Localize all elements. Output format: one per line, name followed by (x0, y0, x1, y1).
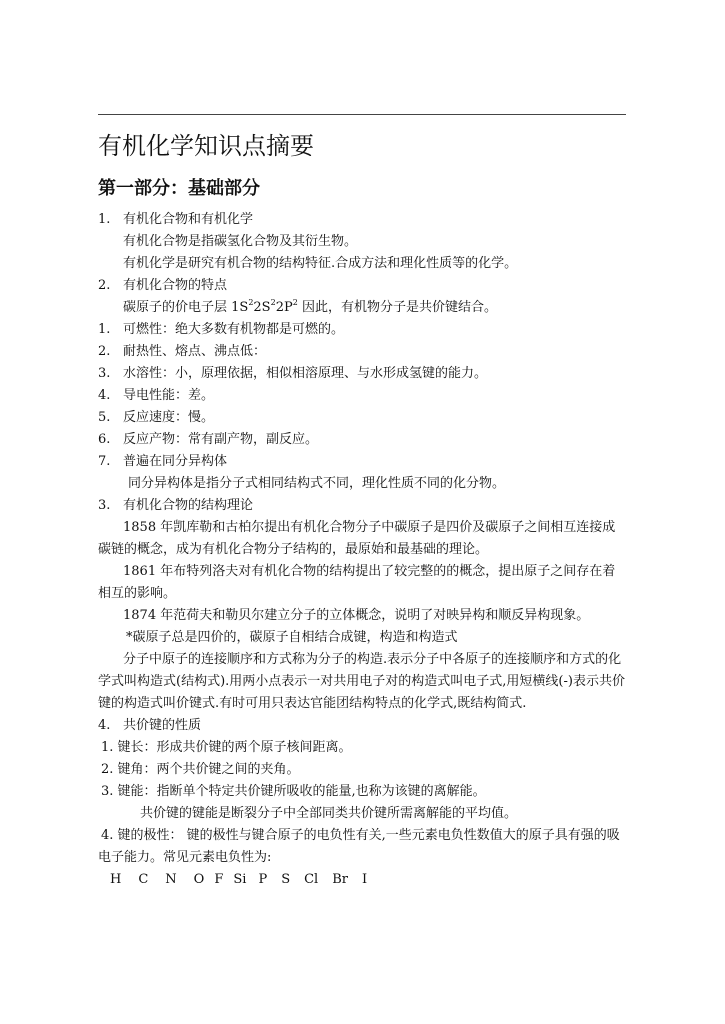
element-symbol: Br (332, 872, 348, 887)
item-number: 5. (98, 410, 111, 425)
element-symbol: Si (233, 872, 247, 887)
superscript: 2 (248, 298, 254, 307)
bond-item: 4. 键的极性： 键的极性与键合原子的电负性有关,一些元素电负性数值大的原子具有强的吸电子能力。常见元素电负性为: (98, 828, 620, 865)
element-symbol: O (193, 872, 205, 887)
item-number: 2. (98, 344, 111, 359)
text-line: 同分异构体是指分子式相同结构式不同，理化性质不同的化分物。 (128, 476, 506, 491)
section-3-heading (98, 495, 626, 517)
section-4-heading (98, 715, 626, 737)
section-title: 有机化合物的特点 (123, 278, 228, 293)
text-fragment: 2P (275, 300, 293, 315)
feature-item (98, 385, 626, 407)
item-number: 1. (98, 322, 111, 337)
bond-item: 3. 键能：指断单个特定共价键所吸收的能量,也称为该键的离解能。 (101, 784, 486, 799)
item-text: 反应速度：慢。 (123, 410, 215, 425)
feature-item (98, 407, 626, 429)
element-symbol: H (110, 872, 122, 887)
item-number: 4. (98, 388, 111, 403)
element-symbol: C (138, 872, 149, 887)
bond-item: 1. 键长：形成共价键的两个原子核间距离。 (101, 740, 352, 755)
section-title: 有机化合物和有机化学 (123, 212, 254, 227)
section-1-heading (98, 209, 626, 231)
document-title: 有机化学知识点摘要 (98, 132, 314, 160)
text-fragment: 碳原子的价电子层 1S (123, 300, 249, 315)
text-fragment: 因此，有机物分子是共价键结合。 (297, 300, 497, 315)
document-body (98, 209, 626, 891)
section-title: 共价键的性质 (123, 718, 202, 733)
superscript: 2 (292, 298, 298, 307)
header-rule (98, 114, 626, 115)
paragraph: 1858 年凯库勒和古柏尔提出有机化合物分子中碳原子是四价及碳原子之间相互连接成碳链的概念，成为有机化合物分子结构的，最原始和最基础的理论。 (98, 520, 616, 557)
feature-item (98, 341, 626, 363)
section-number: 4. (98, 718, 111, 733)
feature-item (98, 429, 626, 451)
item-text: 反应产物：常有副产物，副反应。 (123, 432, 319, 447)
item-text: 水溶性：小，原理依据，相似相溶原理、与水形成氢键的能力。 (123, 366, 488, 381)
element-symbol: F (214, 872, 224, 887)
element-symbol: N (165, 872, 177, 887)
item-text: 可燃性：绝大多数有机物都是可燃的。 (123, 322, 345, 337)
paragraph: *碳原子总是四价的，碳原子自相结合成键，构造和构造式 (126, 630, 458, 645)
feature-item (98, 451, 626, 473)
element-symbol: Cl (304, 872, 319, 887)
paragraph: 分子中原子的连接顺序和方式称为分子的构造.表示分子中各原子的连接顺序和方式的化学式叫构造式(结构式).用两小点表示一对共用电子对的构造式叫电子式,用短横线(-)表示共价键的构造式叫价键式.有时可用只表达官能团结构特点的化学式,既结构简式. (98, 652, 625, 711)
feature-item (98, 319, 626, 341)
electron-config-line (98, 297, 626, 319)
section-number: 2. (98, 278, 111, 293)
section-2-heading (98, 275, 626, 297)
item-text: 耐热性、熔点、沸点低： (123, 344, 267, 359)
item-number: 7. (98, 454, 111, 469)
bond-item: 2. 键角：两个共价键之间的夹角。 (101, 762, 300, 777)
text-line: 共价键的键能是断裂分子中全部同类共价键所需离解能的平均值。 (140, 806, 518, 821)
feature-item (98, 363, 626, 385)
section-title: 有机化合物的结构理论 (123, 498, 254, 513)
element-symbol: P (258, 872, 268, 887)
text-line: 有机化合物是指碳氢化合物及其衍生物。 (123, 234, 358, 249)
item-number: 6. (98, 432, 111, 447)
paragraph: 1874 年范荷夫和勒贝尔建立分子的立体概念，说明了对映异构和顺反异构现象。 (123, 608, 590, 623)
text-line: 有机化学是研究有机合物的结构特征.合成方法和理化性质等的化学。 (123, 256, 518, 271)
superscript: 2 (270, 298, 276, 307)
part-heading: 第一部分：基础部分 (98, 178, 260, 199)
section-number: 1. (98, 212, 111, 227)
element-symbol: I (362, 872, 368, 887)
element-list (98, 869, 626, 891)
section-number: 3. (98, 498, 111, 513)
element-symbol: S (281, 872, 291, 887)
item-number: 3. (98, 366, 111, 381)
paragraph: 1861 年布特列洛夫对有机化合物的结构提出了较完整的的概念，提出原子之间存在着相互的影响。 (98, 564, 616, 601)
text-fragment: 2S (253, 300, 271, 315)
item-text: 普遍在同分异构体 (123, 454, 228, 469)
item-text: 导电性能：差。 (123, 388, 215, 403)
